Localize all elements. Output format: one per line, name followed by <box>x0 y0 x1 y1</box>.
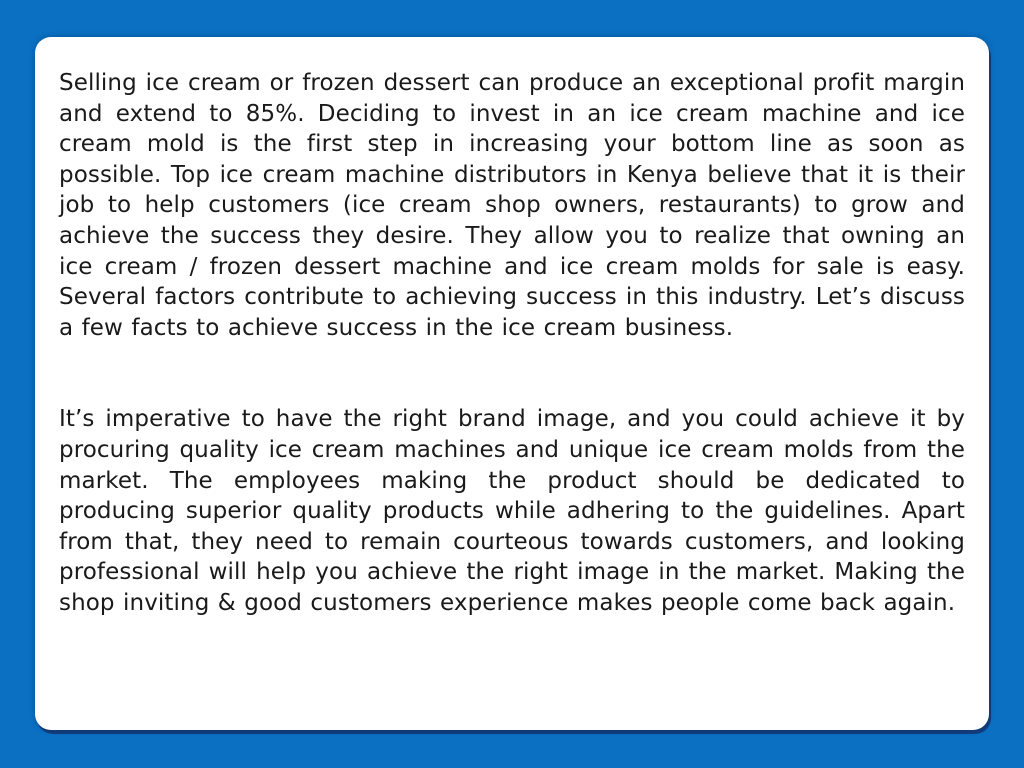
brand-image-paragraph: It’s imperative to have the right brand image, and you could achieve it by procuring quality ice cream machines and unique ice cream molds from the market. The employees making the product should be dedicated to producing superior quality products while adhering to the guidelines. Apart from that, they need to remain courteous towards customers, and looking professional will help you achieve the right image in the market. Making the shop inviting & good customers experience makes people come back again. <box>59 406 965 616</box>
slide-content-card <box>35 37 989 730</box>
intro-paragraph: Selling ice cream or frozen dessert can produce an exceptional profit margin and extend to 85%. Deciding to invest in an ice cream machine and ice cream mold is the first step in increasing your bottom line as soon as possible. Top ice cream machine distributors in Kenya believe that it is their job to help customers (ice cream shop owners, restaurants) to grow and achieve the success they desire. They allow you to realize that owning an ice cream / frozen dessert machine and ice cream molds for sale is easy. Several factors contribute to achieving success in this industry. Let’s discuss a few facts to achieve success in the ice cream business. <box>59 70 965 341</box>
